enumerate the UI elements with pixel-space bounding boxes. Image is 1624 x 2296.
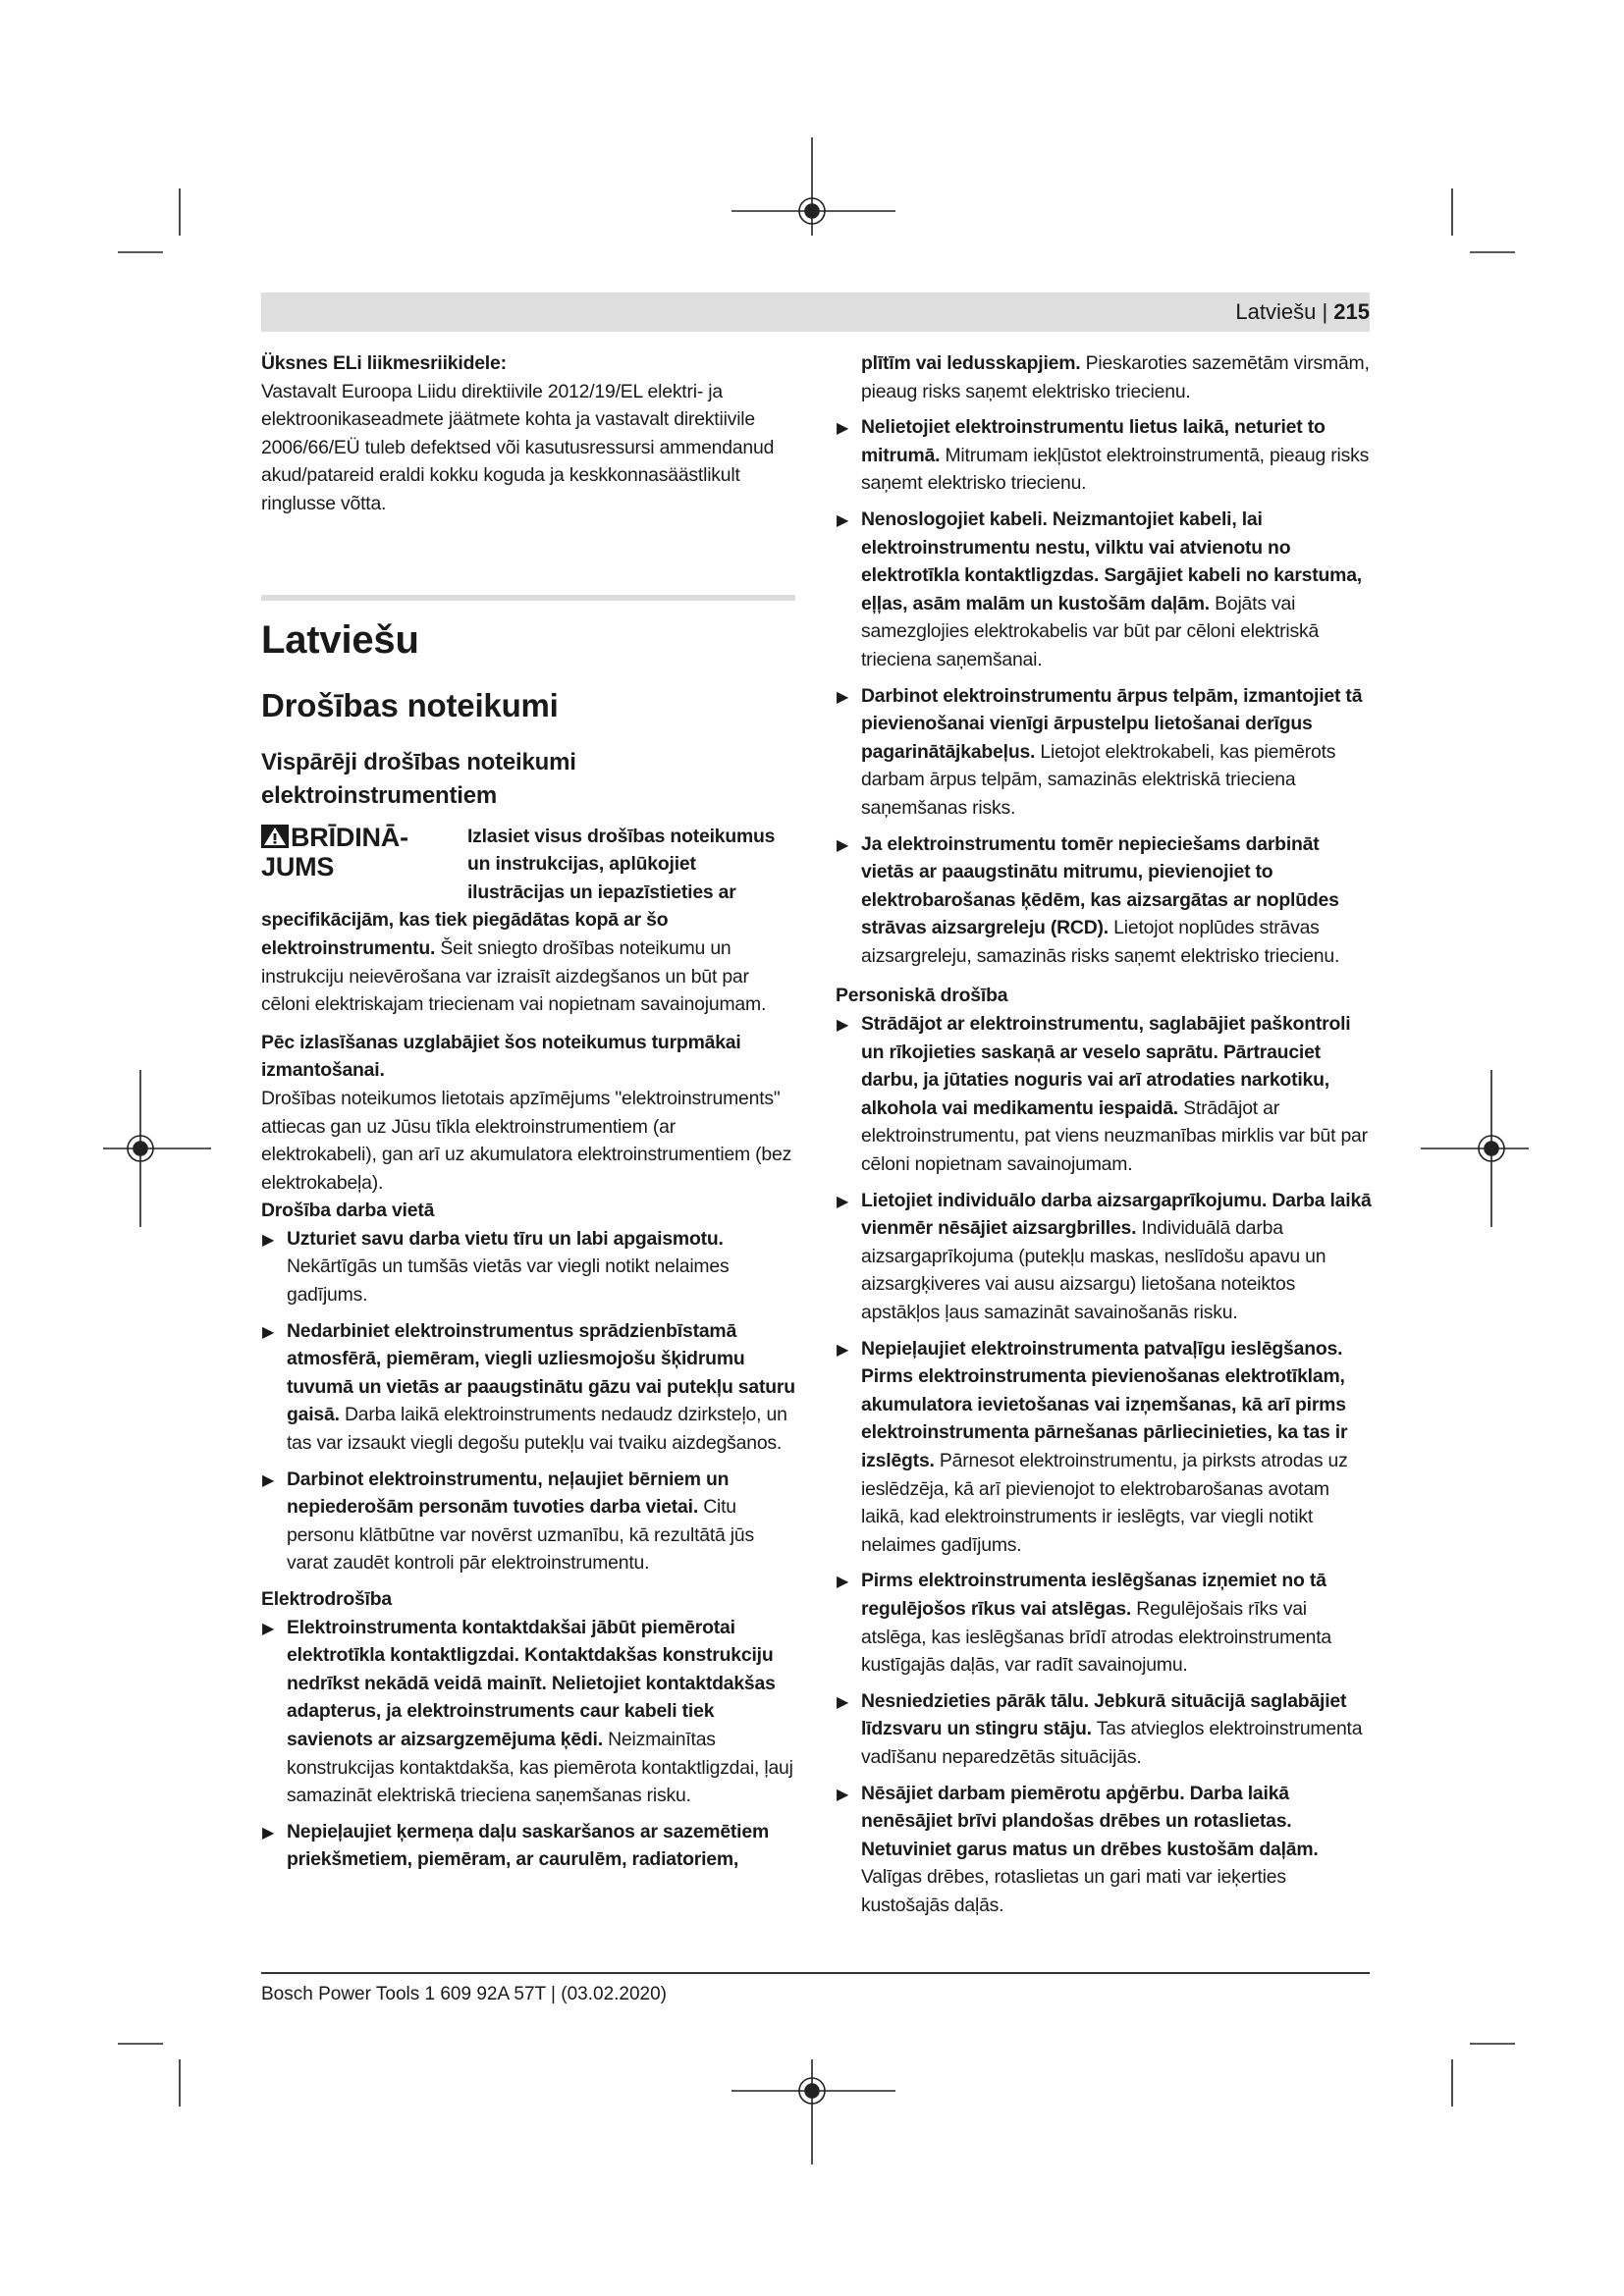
list-item: ▶ Darbinot elektroinstrumentu, neļaujiet bērniem un nepiederošām personām tuvoties darba vietai. Citu personu klātbūtne var novērst uzmanību, kā rezultātā jūs varat zaudēt kontroli pār elektroinstrumentu. [262, 1468, 754, 1575]
list-item: ▶ Darbinot elektroinstrumentu ārpus telpām, izmantojiet tā pievienošanai vienīgi ārpustelpu lietošanai derīgus pagarinātājkabeļus. Lietojot elektrokabeli, kas piemērots darbam ārpus telpām, samazinās elektriskā trieciena saņemšanas risks. [837, 684, 1363, 819]
language-heading: Latviešu [261, 617, 419, 662]
bullet-triangle-icon: ▶ [837, 836, 849, 854]
bullet-triangle-icon: ▶ [262, 1231, 275, 1249]
bullet-triangle-icon: ▶ [837, 1017, 849, 1035]
safety-heading: Drošības noteikumi [261, 686, 559, 723]
section-divider [261, 595, 795, 601]
bullet-triangle-icon: ▶ [837, 511, 849, 529]
bullet-triangle-icon: ▶ [837, 420, 849, 438]
footer-rule [261, 1972, 1370, 1974]
list-item: ▶ Nēsājiet darbam piemērotu apģērbu. Darba laikā nenēsājiet brīvi plandošas drēbes un rotaslietas. Netuviniet garus matus un drēbes kustošām daļām. Valīgas drēbes, rotaslietas un gari mati var ieķerties kustošajās daļās. [837, 1782, 1319, 1916]
list-item: ▶ Uzturiet savu darba vietu tīru un labi apgaismotu. Nekārtīgās un tumšās vietās var viegli notikt nelaimes gadījums. [262, 1227, 730, 1307]
estonian-note-text: Vastavalt Euroopa Liidu direktiivile 2012/19/EL elektri- ja elektroonikaseadmete jäätmete kohta ja vastavalt direktiivile 2006/66/EÜ tuleb defektsed või kasutusressursi ammendanud akud/patareid eraldi kokku koguda ja keskkonnasäästlikult ringlusse võtta. [261, 380, 775, 514]
header-language: Latviešu [1235, 299, 1317, 324]
continued-item: plītīm vai ledusskapjiem. Pieskaroties sazemētām virsmām, pieaug risks saņemt elektrisko triecienu. [861, 352, 1370, 402]
warning-cont-text: Šeit sniegto drošības noteikumu un instrukciju neievērošana var izraisīt aizdegšanos un būt par cēloni elektriskajam triecienam vai nopietnam savainojumam. [261, 936, 767, 1016]
estonian-note-title: Üksnes ELi liikmesriikidele: [261, 352, 507, 374]
bullet-triangle-icon: ▶ [837, 1574, 849, 1591]
list-item: ▶ Strādājot ar elektroinstrumentu, saglabājiet paškontroli un rīkojieties saskaņā ar veselo saprātu. Pārtrauciet darbu, ja jūtaties noguris vai arī atrodaties narkotiku, alkohola vai medikamentu iespaidā. Strādājot ar elektroinstrumentu, pat viens neuzmanības mirklis var būt par cēloni nopietnam savainojumam. [837, 1013, 1368, 1176]
list-item: ▶ Elektroinstrumenta kontaktdakšai jābūt piemērotai elektrotīkla kontaktligzdai. Kontaktdakšas konstrukciju nedrīkst nekādā veidā mainīt. Nelietojiet kontaktdakšas adapterus, ja elektroinstruments caur kabeli tiek savienots ar aizsargzemējuma ķēdi. Neizmainītas konstrukcijas kontaktdakša, kas piemērota kontaktligzdai, ļauj samazināt elektriskā trieciena saņemšanas risku. [262, 1616, 793, 1807]
registration-target-bottom [731, 2059, 895, 2164]
warning-block [261, 823, 795, 1019]
section-title-workplace: Drošība darba vietā [261, 1200, 435, 1222]
list-item: ▶ Nesniedzieties pārāk tālu. Jebkurā situācijā saglabājiet līdzsvaru un stingru stāju. Tas atvieglos elektroinstrumenta vadīšanu neparedzētās situācijās. [837, 1689, 1363, 1768]
list-item: ▶ Nenoslogojiet kabeli. Neizmantojiet kabeli, lai elektroinstrumentu nestu, vilktu vai atvienotu no elektrotīkla kontaktligzdas. Sargājiet kabeli no karstuma, eļļas, asām malām un kustošām daļām. Bojāts vai samezglojies elektrokabelis var būt par cēloni elektriskā trieciena saņemšanai. [837, 507, 1362, 670]
warning-side-text: Izlasiet visus drošības noteikumus un instrukcijas, aplūkojiet ilustrācijas un iepazīstieties ar [467, 825, 776, 903]
bullet-triangle-icon: ▶ [837, 688, 849, 706]
page-number: 215 [1333, 299, 1370, 324]
list-item: ▶ Pirms elektroinstrumenta ieslēgšanas izņemiet no tā regulējošos rīkus vai atslēgas. Regulējošais rīks vai atslēga, kas ieslēgšanas brīdī atrodas elektroinstrumenta kustīgajās daļās, var radīt savainojumu. [837, 1570, 1332, 1677]
registration-target-top [731, 137, 895, 236]
bullet-triangle-icon: ▶ [837, 1193, 849, 1210]
keep-note: Pēc izlasīšanas uzglabājiet šos noteikumus turpmākai izmantošanai. [261, 1031, 741, 1082]
registration-target-right [1421, 1070, 1529, 1227]
term-note: Drošības noteikumos lietotais apzīmējums "elektroinstruments" attiecas gan uz Jūsu tīkla elektroinstrumentiem (ar elektrokabeli), gan arī uz akumulatora elektroinstrumentiem (bez elektrokabeļa). [261, 1087, 792, 1194]
warning-triangle-icon [261, 825, 289, 848]
page-header-label: Latviešu | 215 [1235, 299, 1370, 324]
warning-label-text: BRĪDINĀ-JUMS [261, 822, 408, 881]
list-item: ▶ Lietojiet individuālo darba aizsargaprīkojumu. Darba laikā vienmēr nēsājiet aizsargbrilles. Individuālā darba aizsargaprīkojuma (putekļu maskas, neslīdošu apavu un aizsargķiveres vai ausu aizsargu) lietošana noteiktos apstākļos ļaus samazināt savainošanās risku. [837, 1189, 1372, 1323]
bullet-triangle-icon: ▶ [837, 1786, 849, 1803]
right-column [836, 349, 1374, 1927]
bullet-triangle-icon: ▶ [262, 1471, 275, 1489]
warning-label [261, 823, 467, 881]
bullet-triangle-icon: ▶ [262, 1323, 275, 1341]
bullet-triangle-icon: ▶ [837, 1341, 849, 1359]
section-title-personal: Personiskā drošība [836, 985, 1008, 1007]
bullet-triangle-icon: ▶ [262, 1620, 275, 1637]
bullet-triangle-icon: ▶ [837, 1693, 849, 1711]
list-item: ▶ Ja elektroinstrumentu tomēr nepieciešams darbināt vietās ar paaugstinātu mitrumu, pievienojiet to elektrobarošanas ķēdēm, kas aizsargātas ar noplūdes strāvas aizsargreleju (RCD). Lietojot noplūdes strāvas aizsargreleju, samazinās risks saņemt elektrisko triecienu. [837, 832, 1340, 967]
bullet-triangle-icon: ▶ [262, 1824, 275, 1842]
list-item: ▶ Nepieļaujiet ķermeņa daļu saskaršanos ar sazemētiem priekšmetiem, piemēram, ar caurulēm, radiatoriem, [262, 1820, 769, 1871]
section-title-electrical: Elektrodrošība [261, 1588, 392, 1610]
footer-text: Bosch Power Tools 1 609 92A 57T | (03.02.2020) [261, 1984, 668, 2004]
general-safety-subheading: Vispārēji drošības noteikumi elektroinstrumentiem [261, 748, 576, 809]
left-column [261, 349, 795, 1882]
warning-cont-bold: specifikācijām, kas tiek piegādātas kopā ar šo elektroinstrumentu. [261, 909, 669, 959]
header-band [261, 293, 1370, 332]
list-item: ▶ Nelietojiet elektroinstrumentu lietus laikā, neturiet to mitrumā. Mitrumam iekļūstot elektroinstrumentā, pieaug risks saņemt elektrisko triecienu. [837, 416, 1370, 495]
registration-target-left [103, 1070, 211, 1227]
list-item: ▶ Nedarbiniet elektroinstrumentus sprādzienbīstamā atmosfērā, piemēram, viegli uzliesmojošu šķidrumu tuvumā un vietās ar paaugstinātu gāzu vai putekļu saturu gaisā. Darba laikā elektroinstruments nedaudz dzirksteļo, un tas var izsaukt viegli degošu putekļu vai tvaiku aizdegšanos. [262, 1319, 795, 1455]
list-item: ▶ Nepieļaujiet elektroinstrumenta patvaļīgu ieslēgšanos. Pirms elektroinstrumenta pievienošanas elektrotīklam, akumulatora ievietošanas vai izņemšanas, kā arī pirms elektroinstrumenta pārnešanas pārliecinieties, ka tas ir izslēgts. Pārnesot elektroinstrumentu, ja pirksts atrodas uz ieslēdzēja, kā arī pievienojot to elektrobarošanas avotam laikā, kad elektroinstruments ir ieslēgts, var viegli notikt nelaimes gadījums. [837, 1337, 1348, 1556]
